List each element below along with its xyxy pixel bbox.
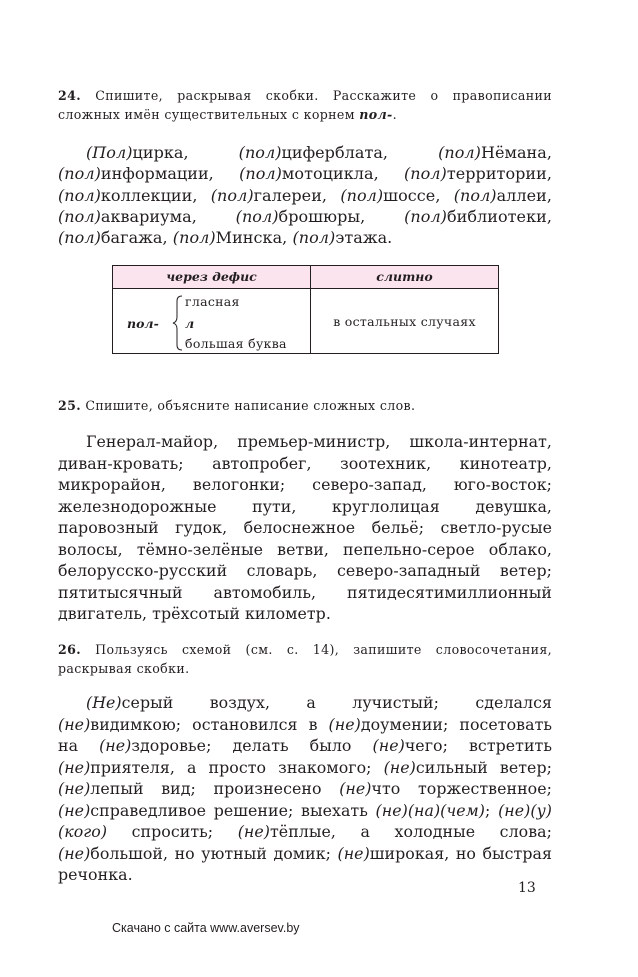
bracketed-prefix: (не)	[337, 843, 370, 863]
text-fragment: ;	[485, 800, 499, 820]
bracketed-prefix: (не)	[58, 779, 91, 798]
bracketed-prefix: (не)	[58, 757, 91, 777]
text-fragment: Минска,	[215, 228, 293, 248]
bracketed-prefix: (пол)	[238, 143, 282, 162]
text-fragment: территории,	[446, 164, 552, 184]
text-fragment: здоровье; делать было	[131, 736, 373, 755]
bracketed-prefix: (Не)	[86, 693, 122, 712]
download-source-note: Скачано с сайта www.aversev.by	[112, 921, 300, 935]
text-fragment: этажа.	[335, 228, 393, 248]
task-26-instruction	[58, 640, 552, 678]
rule-table	[112, 265, 499, 354]
text-fragment: шоссе,	[383, 185, 454, 205]
text-fragment: чего; встретить	[404, 736, 552, 755]
text-fragment: информации,	[100, 164, 240, 184]
text-fragment: приятеля, а просто знакомого;	[90, 757, 384, 777]
text-fragment: широкая, но быстрая речонка.	[58, 843, 552, 884]
page-number: 13	[518, 880, 536, 896]
text-fragment: тёплые, а холодные слова;	[270, 822, 552, 841]
text-fragment: аквариума,	[100, 206, 236, 226]
bracketed-prefix: (не)	[58, 714, 91, 734]
task-24-text	[58, 142, 552, 248]
bracketed-prefix: (пол)	[172, 228, 216, 248]
task-24-exercise	[58, 142, 552, 248]
task-26-instruction-text: Пользуясь схемой (см. с. 14), запишите словосочетания, раскрывая скобки.	[58, 642, 552, 676]
table-header-solid: слитно	[376, 269, 433, 284]
bracketed-prefix: (пол)	[58, 185, 101, 205]
bracketed-prefix: (пол)	[58, 164, 101, 184]
task-26-number: 26.	[58, 642, 81, 657]
bracketed-prefix: (не)	[372, 736, 405, 755]
brace-icon	[172, 295, 184, 351]
bracketed-prefix: (не)(у)(кого)	[58, 800, 552, 841]
text-fragment: аллеи,	[496, 185, 552, 205]
task-24-root: пол-	[359, 107, 393, 122]
text-fragment: мотоцикла,	[281, 164, 404, 184]
task-25-instruction-text: Спишите, объясните написание сложных слов.	[85, 398, 416, 413]
task-25-text: Генерал-майор, премьер-министр, школа-интернат, диван-кровать; автопробег, зоотехник, кинотеатр, микрорайон, велогонки; северо-запад, юго-восток; железнодорожные пути, круглолицая девушка, паровозный гудок, белоснежное бельё; светло-русые волосы, тёмно-зелёные ветви, пепельно-серое облако, белорусско-русский словарь, северо-западный ветер; пятитысячный автомобиль, пятидесятимиллионный двигатель, трёхсотый километр.	[58, 432, 552, 623]
bracketed-prefix: (пол)	[292, 228, 336, 248]
text-fragment: большой, но уютный домик;	[90, 843, 338, 863]
text-fragment: библиотеки,	[446, 206, 552, 226]
bracketed-prefix: (пол)	[58, 228, 101, 248]
bracketed-prefix: (пол)	[235, 206, 279, 226]
bracketed-prefix: (Пол)	[86, 143, 133, 162]
bracketed-prefix: (пол)	[438, 143, 481, 162]
table-case-l: л	[185, 316, 195, 331]
bracketed-prefix: (не)	[58, 800, 91, 820]
text-fragment: спросить;	[107, 822, 238, 841]
text-fragment: Нёмана,	[480, 143, 552, 162]
text-fragment: что торжественное;	[371, 779, 552, 798]
text-fragment: багажа,	[100, 228, 173, 248]
task-25-instruction	[58, 396, 552, 415]
bracketed-prefix: (пол)	[340, 185, 384, 205]
table-case-capital: большая буква	[185, 336, 287, 351]
bracketed-prefix: (не)	[339, 779, 372, 798]
task-24-instruction-text: Спишите, раскрывая скобки. Расскажите о правописании сложных имён существительных с корнем	[58, 88, 552, 122]
table-header-hyphen: через дефис	[166, 269, 257, 284]
text-fragment: цирка,	[132, 143, 239, 162]
task-25-number: 25.	[58, 398, 81, 413]
text-fragment: справедливое решение; выехать	[90, 800, 376, 820]
bracketed-prefix: (не)	[58, 843, 91, 863]
table-other-cases: в остальных случаях	[333, 314, 476, 329]
table-case-vowel: гласная	[185, 294, 240, 309]
bracketed-prefix: (пол)	[453, 185, 497, 205]
bracketed-prefix: (пол)	[404, 206, 447, 226]
text-fragment: коллекции,	[100, 185, 211, 205]
text-fragment: видимкою; остановился в	[90, 714, 329, 734]
task-26-exercise	[58, 692, 552, 886]
bracketed-prefix: (не)(на)(чем)	[375, 800, 486, 820]
text-fragment: серый воздух, а лучистый; сделался	[121, 693, 552, 712]
text-fragment: сильный ветер;	[415, 757, 552, 777]
text-fragment: галереи,	[253, 185, 341, 205]
bracketed-prefix: (не)	[328, 714, 361, 734]
bracketed-prefix: (пол)	[58, 206, 101, 226]
bracketed-prefix: (пол)	[210, 185, 254, 205]
bracketed-prefix: (пол)	[239, 164, 282, 184]
task-24-number: 24.	[58, 88, 81, 103]
text-fragment: доумении; посетовать на	[58, 714, 553, 755]
task-25-exercise	[58, 431, 552, 625]
bracketed-prefix: (не)	[237, 822, 270, 841]
table-prefix: пол-	[127, 316, 159, 331]
task-24-instruction	[58, 86, 552, 124]
text-fragment: лепый вид; произнесено	[90, 779, 340, 798]
text-fragment: брошюры,	[278, 206, 405, 226]
bracketed-prefix: (не)	[383, 757, 416, 777]
task-24-period: .	[392, 107, 397, 122]
text-fragment: циферблата,	[281, 143, 439, 162]
bracketed-prefix: (пол)	[403, 164, 447, 184]
task-26-text	[58, 692, 552, 886]
bracketed-prefix: (не)	[99, 736, 132, 755]
